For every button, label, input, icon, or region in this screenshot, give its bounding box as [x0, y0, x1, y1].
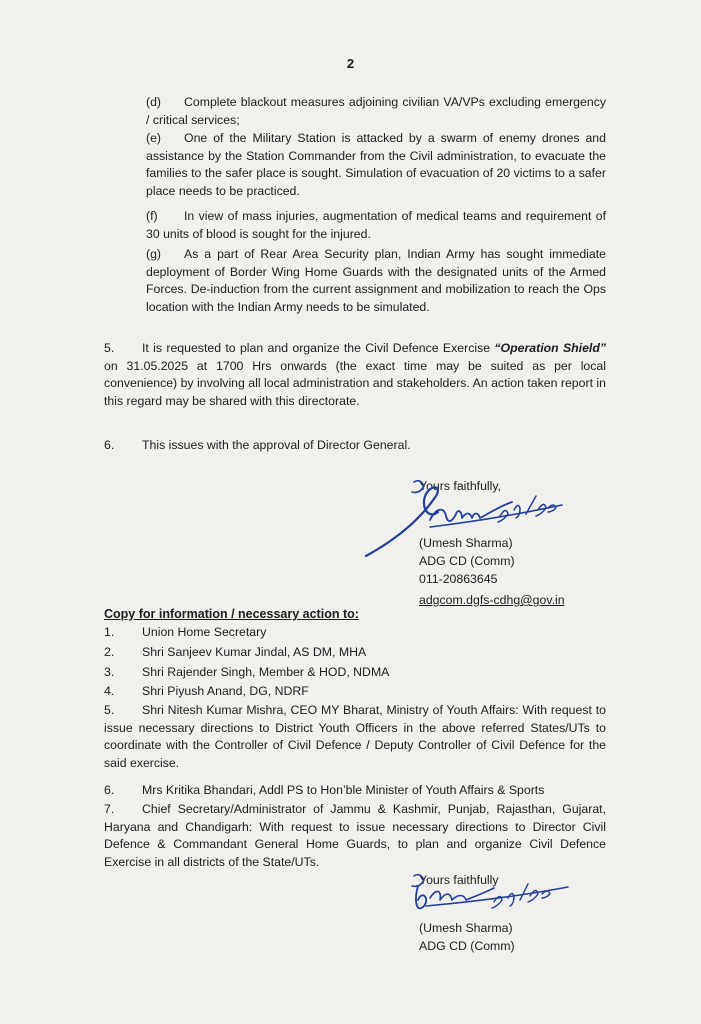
item-text: In view of mass injuries, augmentation of medical teams and requirement of 30 units of blood is sought for the injured. — [146, 209, 606, 241]
copy-item-number: 6. — [104, 783, 115, 797]
copy-item-text: Chief Secretary/Administrator of Jammu & Kashmir, Punjab, Rajasthan, Gujarat, Haryana and Chandigarh: With request to issue necessary directions to Director Civil Defence & Commandant General Home Guards, to plan and organize Civil Defence Exercise in all districts of the State/UTs. — [104, 802, 606, 869]
copy-item-text: Union Home Secretary — [142, 625, 267, 639]
copy-heading: Copy for information / necessary action to: — [104, 607, 359, 621]
signatory-name-1: (Umesh Sharma) — [419, 536, 513, 550]
paragraph-text-end: on 31.05.2025 at 1700 Hrs onwards (the exact time may be suited as per local convenience) by involving all local administration and stakeholders. An action taken report in this regard may be shared with this directorate. — [104, 358, 606, 408]
paragraph-number: 5. — [104, 341, 115, 355]
signatory-email: adgcom.dgfs-cdhg@gov.in — [419, 593, 565, 607]
paragraph-text: This issues with the approval of Director General. — [142, 438, 411, 452]
item-mark: (f) — [146, 209, 158, 223]
item-e — [146, 130, 606, 200]
copy-item-3 — [104, 664, 389, 682]
signatory-phone: 011-20863645 — [419, 572, 498, 586]
closing-1: Yours faithfully, — [419, 479, 502, 493]
copy-item-7 — [104, 801, 606, 871]
item-mark: (e) — [146, 131, 162, 145]
page-number: 2 — [346, 56, 355, 71]
copy-item-1 — [104, 624, 266, 642]
signatory-designation-1: ADG CD (Comm) — [419, 554, 515, 568]
paragraph-6 — [104, 437, 411, 455]
paragraph-text-start: It is requested to plan and organize the Civil Defence Exercise — [142, 341, 495, 355]
item-text: Complete blackout measures adjoining civilian VA/VPs excluding emergency / critical services; — [146, 95, 606, 127]
copy-item-text: Shri Nitesh Kumar Mishra, CEO MY Bharat, Ministry of Youth Affairs: With request to issue necessary directions to District Youth Officers in the above referred States/UTs to coordinate with the Controller of Civil Defence / Deputy Controller of Civil Defence for the said exercise. — [104, 703, 606, 770]
copy-item-text: Shri Rajender Singh, Member & HOD, NDMA — [142, 665, 390, 679]
copy-item-text: Shri Sanjeev Kumar Jindal, AS DM, MHA — [142, 645, 367, 659]
copy-item-text: Shri Piyush Anand, DG, NDRF — [142, 684, 309, 698]
copy-item-2 — [104, 644, 366, 662]
copy-item-6 — [104, 782, 544, 800]
closing-2: Yours faithfully — [419, 873, 499, 887]
copy-item-number: 3. — [104, 665, 115, 679]
copy-item-number: 5. — [104, 703, 115, 717]
copy-item-text: Mrs Kritika Bhandari, Addl PS to Hon’ble Minister of Youth Affairs & Sports — [142, 783, 545, 797]
item-g — [146, 246, 606, 316]
signatory-designation-2: ADG CD (Comm) — [419, 939, 515, 953]
exercise-name: “Operation Shield” — [494, 341, 606, 355]
item-mark: (g) — [146, 247, 162, 261]
copy-item-number: 7. — [104, 802, 115, 816]
copy-item-number: 2. — [104, 645, 115, 659]
copy-item-5 — [104, 702, 606, 772]
item-mark: (d) — [146, 95, 162, 109]
paragraph-5 — [104, 340, 606, 410]
copy-item-number: 1. — [104, 625, 115, 639]
paragraph-number: 6. — [104, 438, 115, 452]
item-f — [146, 208, 606, 243]
copy-item-4 — [104, 683, 309, 701]
item-text: As a part of Rear Area Security plan, Indian Army has sought immediate deployment of Border Wing Home Guards with the designated units of the Armed Forces. De-induction from the current assignment and mobilization to reach the Ops location with the Indian Army needs to be simulated. — [146, 247, 606, 314]
copy-item-number: 4. — [104, 684, 115, 698]
item-text: One of the Military Station is attacked by a swarm of enemy drones and assistance by the Station Commander from the Civil administration, to evacuate the families to the safer place is sought. Simulation of evacuation of 20 victims to a safer place needs to be practiced. — [146, 131, 606, 198]
item-d — [146, 94, 606, 129]
signatory-name-2: (Umesh Sharma) — [419, 921, 513, 935]
